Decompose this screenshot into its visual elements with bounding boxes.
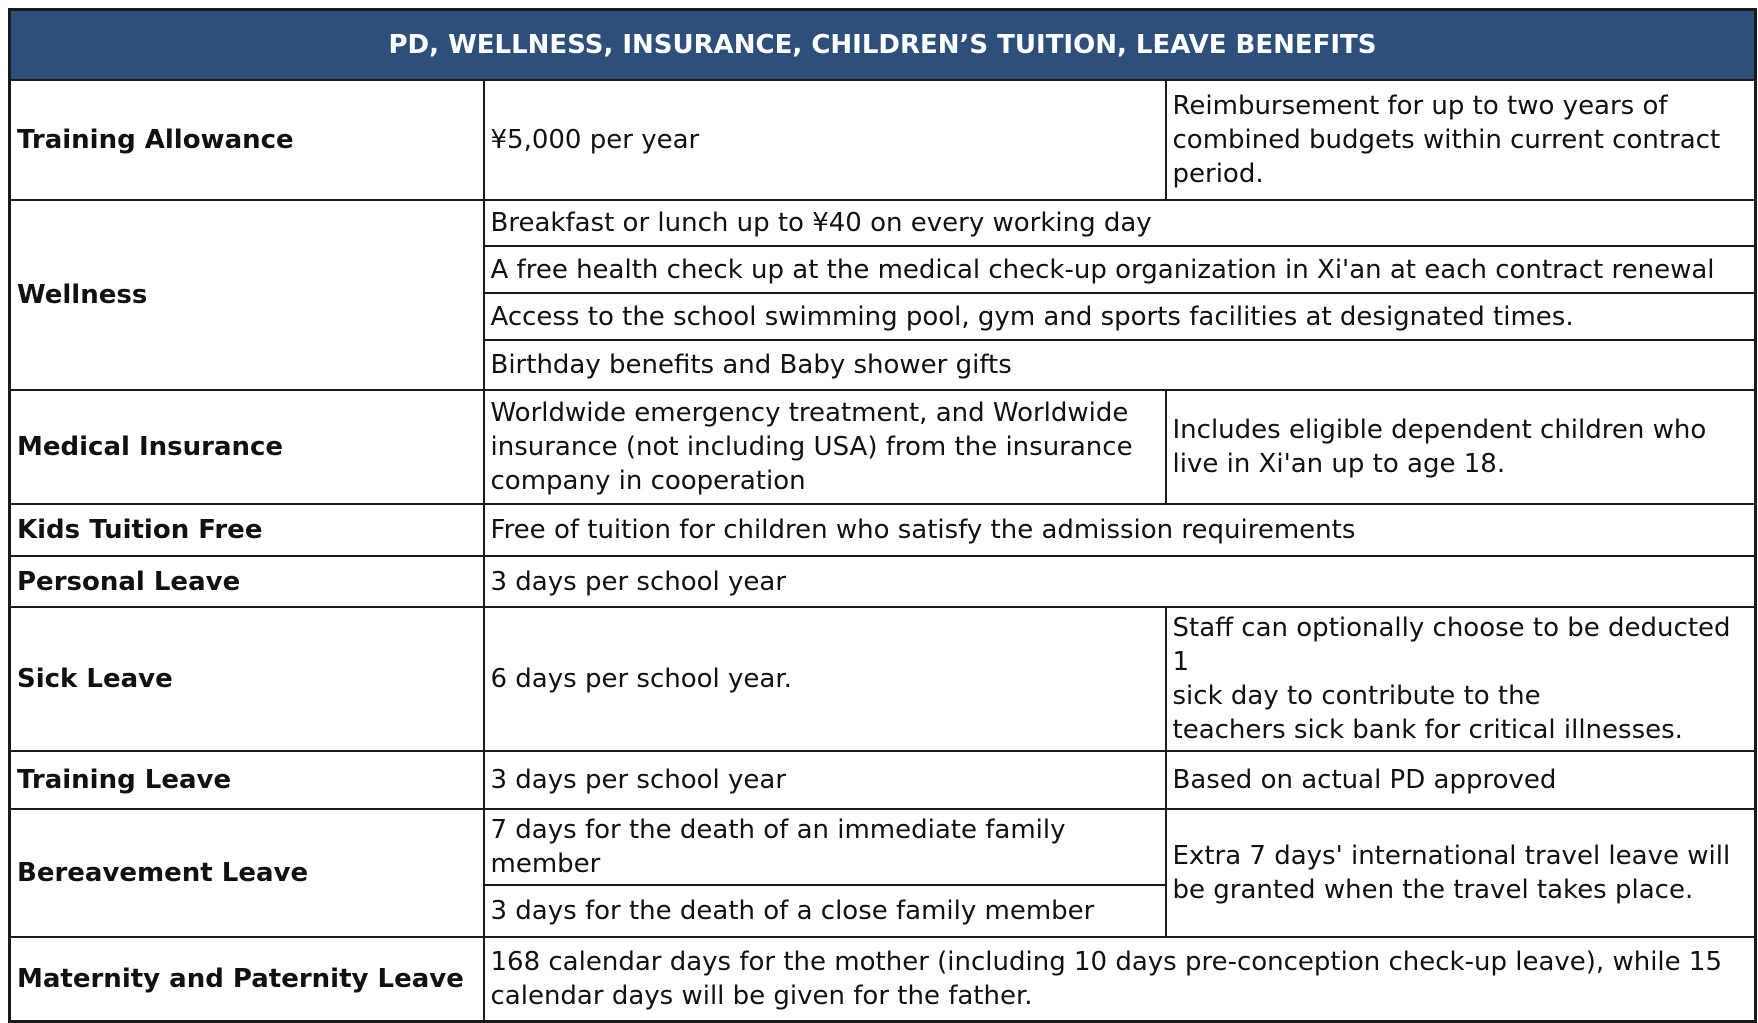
sick-leave-detail: 6 days per school year.	[484, 607, 1166, 751]
sick-leave-note-line: Staff can optionally choose to be deducted 1	[1172, 613, 1731, 677]
personal-leave-label: Personal Leave	[10, 556, 484, 607]
benefits-table	[8, 8, 1757, 1023]
table-row	[10, 390, 1756, 504]
table-row	[10, 607, 1756, 751]
table-header-row	[10, 10, 1756, 81]
table-row	[10, 200, 1756, 246]
training-allowance-amount: ¥5,000 per year	[484, 80, 1166, 200]
sick-leave-note	[1166, 607, 1756, 751]
wellness-label: Wellness	[10, 200, 484, 390]
table-row	[10, 504, 1756, 556]
table-title: PD, WELLNESS, INSURANCE, CHILDREN’S TUITION, LEAVE BENEFITS	[10, 10, 1756, 81]
table-row	[10, 80, 1756, 200]
table-row	[10, 556, 1756, 607]
kids-tuition-label: Kids Tuition Free	[10, 504, 484, 556]
wellness-item: Breakfast or lunch up to ¥40 on every working day	[484, 200, 1756, 246]
training-allowance-label: Training Allowance	[10, 80, 484, 200]
maternity-paternity-leave-detail: 168 calendar days for the mother (including 10 days pre-conception check-up leave), while 15 calendar days will be given for the father.	[484, 937, 1756, 1021]
bereavement-leave-label: Bereavement Leave	[10, 809, 484, 937]
bereavement-item: 7 days for the death of an immediate family member	[484, 809, 1166, 885]
kids-tuition-detail: Free of tuition for children who satisfy the admission requirements	[484, 504, 1756, 556]
training-leave-note: Based on actual PD approved	[1166, 751, 1756, 809]
training-allowance-note: Reimbursement for up to two years of combined budgets within current contract period.	[1166, 80, 1756, 200]
wellness-item: A free health check up at the medical check-up organization in Xi'an at each contract renewal	[484, 246, 1756, 293]
maternity-paternity-leave-label: Maternity and Paternity Leave	[10, 937, 484, 1021]
wellness-item: Access to the school swimming pool, gym and sports facilities at designated times.	[484, 293, 1756, 340]
table-row	[10, 809, 1756, 885]
medical-insurance-label: Medical Insurance	[10, 390, 484, 504]
personal-leave-detail: 3 days per school year	[484, 556, 1756, 607]
table-row	[10, 751, 1756, 809]
table-row	[10, 937, 1756, 1021]
training-leave-label: Training Leave	[10, 751, 484, 809]
medical-insurance-note: Includes eligible dependent children who live in Xi'an up to age 18.	[1166, 390, 1756, 504]
sick-leave-note-line: sick day to contribute to the	[1172, 681, 1541, 711]
sick-leave-note-line: teachers sick bank for critical illnesses.	[1172, 715, 1683, 745]
training-leave-detail: 3 days per school year	[484, 751, 1166, 809]
bereavement-item: 3 days for the death of a close family member	[484, 885, 1166, 937]
medical-insurance-coverage: Worldwide emergency treatment, and Worldwide insurance (not including USA) from the insurance company in cooperation	[484, 390, 1166, 504]
bereavement-leave-note: Extra 7 days' international travel leave will be granted when the travel takes place.	[1166, 809, 1756, 937]
wellness-item: Birthday benefits and Baby shower gifts	[484, 340, 1756, 390]
sick-leave-label: Sick Leave	[10, 607, 484, 751]
